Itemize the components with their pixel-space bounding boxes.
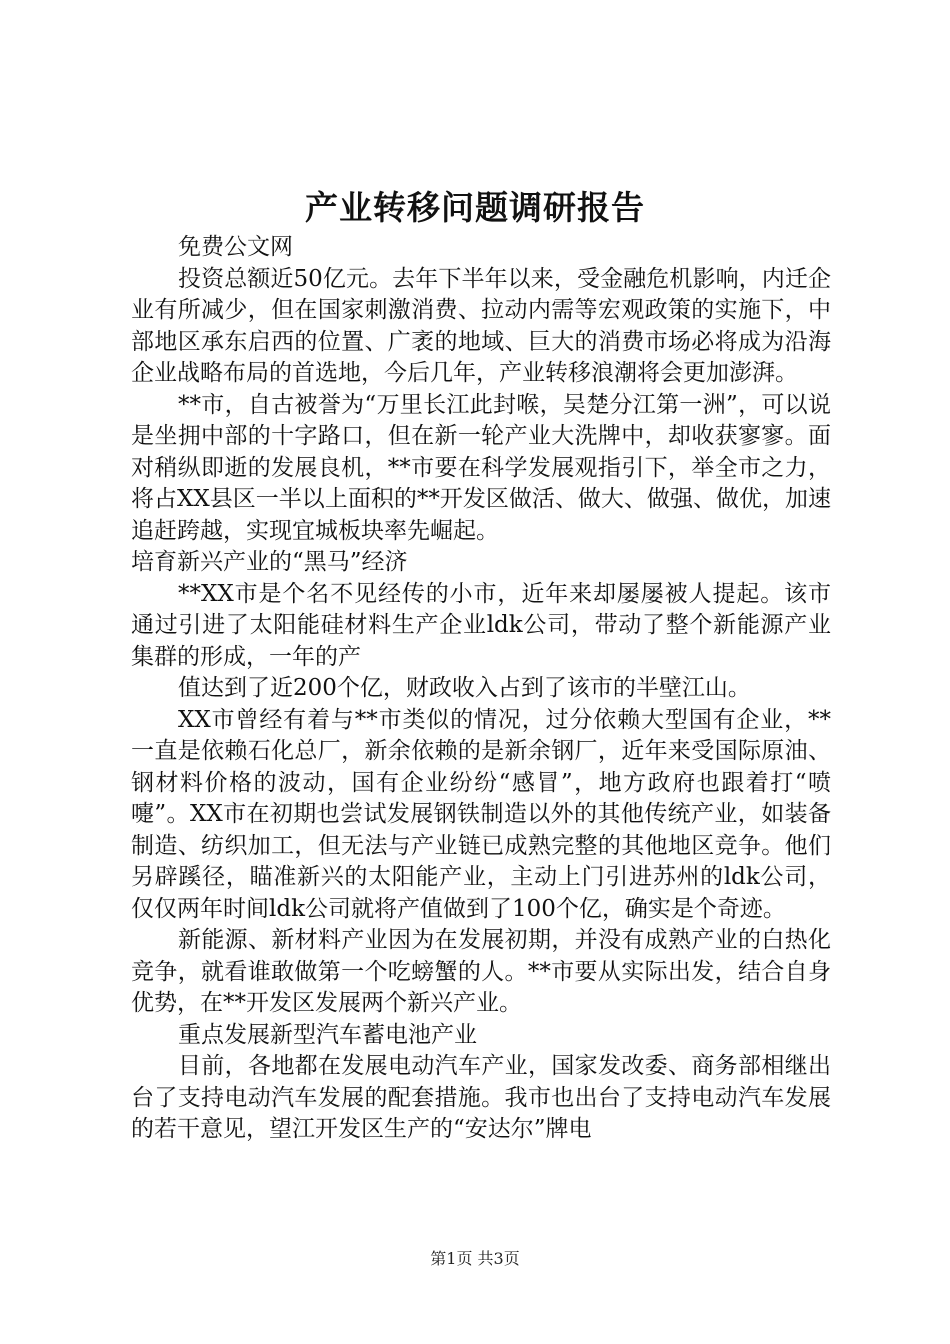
paragraph-xx-city: **XX市是个名不见经传的小市，近年来却屡屡被人提起。该市通过引进了太阳能硅材料生产企业ldk公司，带动了整个新能源产业集群的形成，一年的产 — [131, 580, 831, 670]
section-heading-dark-horse: 培育新兴产业的“黑马”经济 — [131, 549, 408, 575]
paragraph-investment: 投资总额近50亿元。去年下半年以来，受金融危机影响，内迁企业有所减少，但在国家刺激消费、拉动内需等宏观政策的实施下，中部地区承东启西的位置、广袤的地域、巨大的消费市场必将成为沿海企业战略布局的首选地，今后几年，产业转移浪潮将会更加澎湃。 — [131, 265, 831, 386]
paragraph-ev-industry: 目前，各地都在发展电动汽车产业，国家发改委、商务部相继出台了支持电动汽车发展的配套措施。我市也出台了支持电动汽车发展的若干意见，望江开发区生产的“安达尔”牌电 — [131, 1053, 831, 1142]
document-body — [131, 232, 831, 1146]
paragraph-new-energy: 新能源、新材料产业因为在发展初期，并没有成熟产业的白热化竞争，就看谁敢做第一个吃螃蟹的人。**市要从实际出发，结合自身优势，在**开发区发展两个新兴产业。 — [131, 927, 831, 1016]
document-title: 产业转移问题调研报告 — [305, 188, 645, 227]
page-footer: 第1页 共3页 — [430, 1249, 520, 1268]
paragraph-source: 免费公文网 — [178, 234, 293, 260]
paragraph-xx-history: XX市曾经有着与**市类似的情况，过分依赖大型国有企业，**一直是依赖石化总厂，新余依赖的是新余钢厂，近年来受国际原油、钢材料价格的波动，国有企业纷纷“感冒”，地方政府也跟着打“喷嚏”。XX市在初期也尝试发展钢铁制造以外的其他传统产业，如装备制造、纺织加工，但无法与产业链已成熟完整的其他地区竞争。他们另辟蹊径，瞄准新兴的太阳能产业，主动上门引进苏州的ldk公司，仅仅两年时间ldk公司就将产值做到了100个亿，确实是个奇迹。 — [131, 706, 831, 922]
paragraph-city-intro: **市，自古被誉为“万里长江此封喉，吴楚分江第一洲”，可以说是坐拥中部的十字路口，但在新一轮产业大洗牌中，却收获寥寥。面对稍纵即逝的发展良机，**市要在科学发展观指引下，举全市之力，将占XX县区一半以上面积的**开发区做活、做大、做强、做优，加速追赶跨越，实现宜城板块率先崛起。 — [131, 391, 831, 544]
paragraph-output-value: 值达到了近200个亿，财政收入占到了该市的半壁江山。 — [178, 675, 751, 701]
section-heading-battery: 重点发展新型汽车蓄电池产业 — [178, 1021, 477, 1048]
